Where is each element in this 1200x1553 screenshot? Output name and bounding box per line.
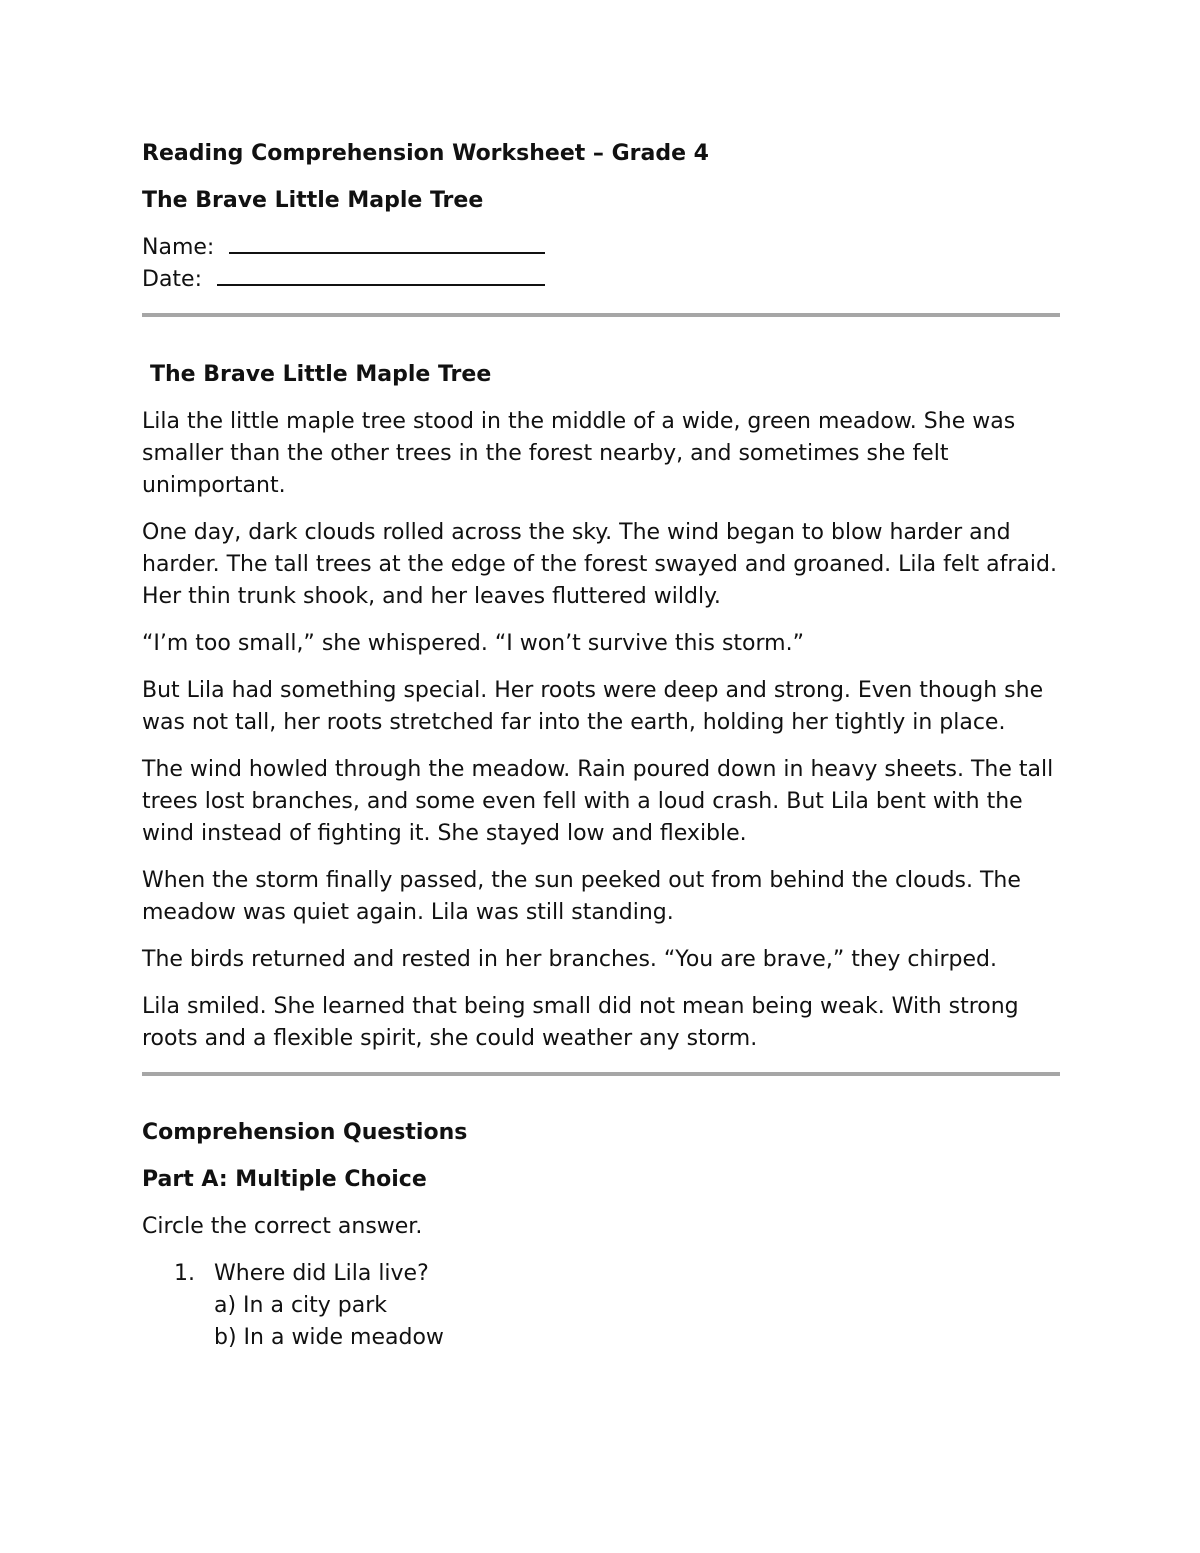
section-divider [142,313,1060,317]
worksheet-content [142,138,1060,1354]
date-blank-line[interactable] [217,264,545,286]
section-divider [142,1072,1060,1076]
answer-option[interactable]: a) In a city park [214,1293,388,1318]
name-field-row [142,232,1060,264]
questions-heading: Comprehension Questions [142,1120,468,1145]
worksheet-subtitle: The Brave Little Maple Tree [142,188,484,213]
story-paragraph: “I’m too small,” she whispered. “I won’t survive this storm.” [142,631,804,656]
story-paragraph: Lila the little maple tree stood in the middle of a wide, green meadow. She was smaller than the other trees in the forest nearby, and sometimes she felt unimportant. [142,409,1016,498]
question-body [214,1258,1060,1354]
story-paragraph: One day, dark clouds rolled across the sky. The wind began to blow harder and harder. The tall trees at the edge of the forest swayed and groaned. Lila felt afraid. Her thin trunk shook, and her leaves fluttered wildly. [142,520,1057,609]
story-paragraph: The wind howled through the meadow. Rain poured down in heavy sheets. The tall trees lost branches, and some even fell with a loud crash. But Lila bent with the wind instead of fighting it. She stayed low and flexible. [142,757,1054,846]
worksheet-title: Reading Comprehension Worksheet – Grade 4 [142,141,709,166]
story-paragraph: The birds returned and rested in her branches. “You are brave,” they chirped. [142,947,997,972]
date-label: Date: [142,267,202,292]
answer-option[interactable]: b) In a wide meadow [214,1325,444,1350]
part-a-heading: Part A: Multiple Choice [142,1167,427,1192]
name-blank-line[interactable] [229,232,545,254]
story-title: The Brave Little Maple Tree [150,362,492,387]
question-item [142,1258,1060,1354]
story-paragraph: But Lila had something special. Her roots were deep and strong. Even though she was not tall, her roots stretched far into the earth, holding her tightly in place. [142,678,1044,735]
story-paragraph: Lila smiled. She learned that being small did not mean being weak. With strong roots and a flexible spirit, she could weather any storm. [142,994,1019,1051]
question-text: Where did Lila live? [214,1261,429,1286]
story-paragraph: When the storm finally passed, the sun peeked out from behind the clouds. The meadow was quiet again. Lila was still standing. [142,868,1021,925]
question-number: 1. [174,1261,195,1286]
instruction-text: Circle the correct answer. [142,1214,423,1239]
date-field-row [142,264,1060,296]
name-label: Name: [142,235,215,260]
question-number-cell [142,1258,214,1354]
